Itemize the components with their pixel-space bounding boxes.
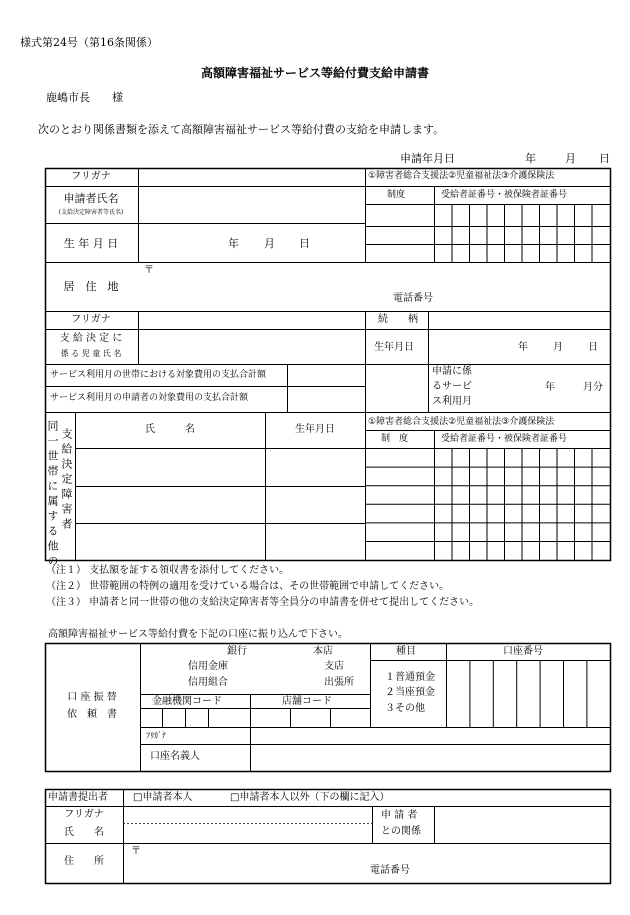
account-type-3: ３その他 xyxy=(385,703,425,714)
branch-code-label: 店舗コード xyxy=(282,696,332,707)
branch-suffix-shiten: 支店 xyxy=(324,661,344,672)
service-month-label-2: るサービ xyxy=(432,381,472,392)
child-name-label-1: 支 給 決 定 に xyxy=(59,333,123,344)
bank-label-1: 口 座 振 替 xyxy=(67,692,117,703)
applicant-name-sub: (支給決定障害者等氏名) xyxy=(58,209,124,216)
child-birth-label: 生年月日 xyxy=(374,342,414,353)
account-type-1: １普通預金 xyxy=(385,672,435,683)
child-birth-month: 月 xyxy=(553,342,563,353)
household-side-label-a: 同一世帯に属する他の xyxy=(46,420,59,570)
applicant-cert-label: 受給者証番号・被保険者証番号 xyxy=(441,190,568,200)
form-number: 様式第24号（第16条関係） xyxy=(20,36,158,49)
household-total-label: サービス利用月の世帯における対象費用の支払合計額 xyxy=(50,370,267,380)
bank-suffix-bank: 銀行 xyxy=(227,646,247,657)
applicant-furigana-label: フリガナ xyxy=(71,171,111,182)
submitter-postal-mark: 〒 xyxy=(131,846,141,857)
account-type-2: ２当座預金 xyxy=(385,687,435,698)
service-month-month: 月分 xyxy=(583,382,603,393)
applicant-phone-label: 電話番号 xyxy=(393,293,433,304)
applicant-system-label: 制度 xyxy=(387,190,406,200)
household-system-label: 制 度 xyxy=(381,434,409,444)
child-birth-day: 日 xyxy=(588,342,598,353)
submitter-option-self[interactable]: □申請者本人 xyxy=(133,792,193,803)
submitter-label: 申請書提出者 xyxy=(48,792,108,803)
child-name-label-2: 係 る 児 童 氏 名 xyxy=(60,349,122,358)
date-month: 月 xyxy=(565,152,576,165)
bank-suffix-kumiai: 信用組合 xyxy=(188,677,228,688)
date-label: 申請年月日 xyxy=(400,152,455,165)
service-month-year: 年 xyxy=(545,382,555,393)
submitter-address-label: 住 所 xyxy=(64,856,104,867)
household-birth-header: 生年月日 xyxy=(295,424,335,435)
addressee: 鹿嶋市長 様 xyxy=(46,91,123,104)
bank-intro: 高額障害福祉サービス等給付費を下記の口座に振り込んで下さい。 xyxy=(48,629,348,640)
household-laws: ①障害者総合支援法②児童福祉法③介護保険法 xyxy=(368,417,555,427)
holder-furigana-label: ﾌﾘｶﾞﾅ xyxy=(146,731,166,740)
note-2: （注２） 世帯範囲の特例の適用を受けている場合は、その世帯範囲で申請してください。 xyxy=(46,581,450,592)
institution-code-label: 金融機関コード xyxy=(152,696,222,707)
branch-suffix-shutchojo: 出張所 xyxy=(324,677,354,688)
applicant-laws: ①障害者総合支援法②児童福祉法③介護保険法 xyxy=(368,171,555,181)
household-name-header: 氏 名 xyxy=(145,424,195,435)
submitter-name-label: 氏 名 xyxy=(64,827,104,838)
submitter-option-other[interactable]: □申請者本人以外（下の欄に記入） xyxy=(230,792,390,803)
applicant-birth-month: 月 xyxy=(264,237,275,250)
account-number-header: 口座番号 xyxy=(503,646,543,657)
applicant-birth-year: 年 xyxy=(228,237,239,250)
applicant-birth-day: 日 xyxy=(299,237,310,250)
date-year: 年 xyxy=(525,152,536,165)
note-3: （注３） 申請者と同一世帯の他の支給決定障害者等全員分の申請書を併せて提出してください。 xyxy=(46,597,480,608)
submitter-relation-label-1: 申 請 者 xyxy=(381,810,418,821)
note-1: （注１） 支払額を証する領収書を添付してください。 xyxy=(46,565,290,576)
household-cert-label: 受給者証番号・被保険者証番号 xyxy=(441,434,568,444)
submitter-phone-label: 電話番号 xyxy=(370,865,410,876)
branch-suffix-honten: 本店 xyxy=(313,646,333,657)
applicant-name-label: 申請者氏名 xyxy=(63,192,119,205)
applicant-birth-label: 生 年 月 日 xyxy=(63,237,119,250)
account-type-header: 種目 xyxy=(396,646,416,657)
applicant-total-label: サービス利用月の申請者の対象費用の支払合計額 xyxy=(50,393,249,403)
submitter-furigana-label: フリガナ xyxy=(64,809,104,820)
service-month-label-1: 申請に係 xyxy=(432,366,472,377)
holder-name-label: 口座名義人 xyxy=(150,751,200,762)
service-month-label-3: ス利用月 xyxy=(432,396,472,407)
date-day: 日 xyxy=(599,152,610,165)
child-furigana-label: フリガナ xyxy=(71,314,111,325)
child-relation-label: 続 柄 xyxy=(378,314,418,325)
household-side-label-b: 支給決定障害者 xyxy=(60,428,73,533)
intro-text: 次のとおり関係書類を添えて高額障害福祉サービス等給付費の支給を申請します。 xyxy=(38,123,445,136)
form-title: 高額障害福祉サービス等給付費支給申請書 xyxy=(200,66,430,80)
submitter-relation-label-2: との関係 xyxy=(381,826,421,837)
applicant-address-label: 居 住 地 xyxy=(63,280,119,293)
bank-label-2: 依 頼 書 xyxy=(67,709,117,720)
child-birth-year: 年 xyxy=(518,342,528,353)
bank-suffix-shinkin: 信用金庫 xyxy=(188,661,228,672)
applicant-postal-mark: 〒 xyxy=(144,265,154,276)
